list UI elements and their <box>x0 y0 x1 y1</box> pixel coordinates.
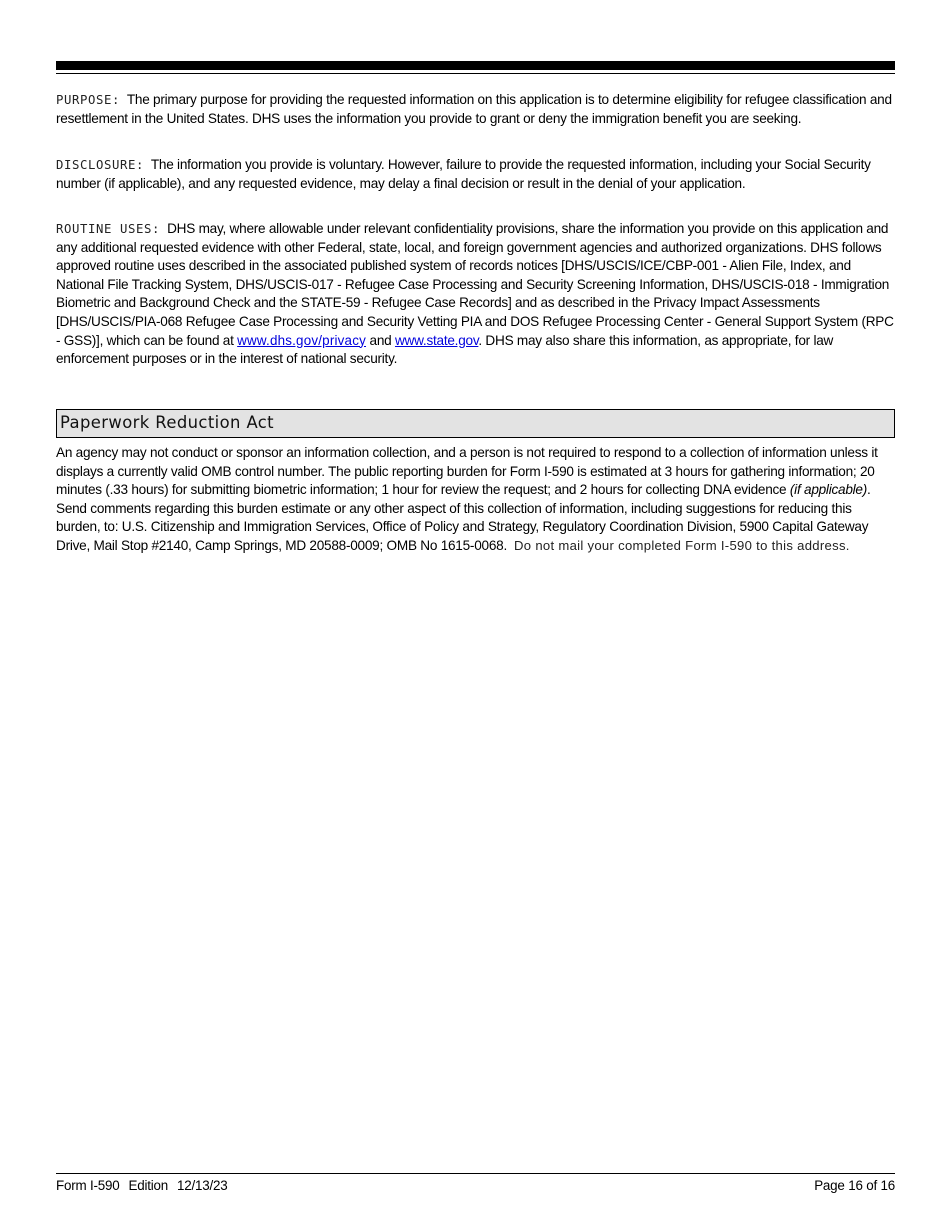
paperwork-paragraph <box>56 444 895 556</box>
paperwork-closing: Do not mail your completed Form I-590 to this address. <box>514 537 850 553</box>
state-gov-link[interactable]: www.state.gov <box>394 332 479 348</box>
paperwork-text: An agency may not conduct or sponsor an information collection, and a person is not required to respond to a collection of information unless it displays a currently valid OMB control number. The public reporting burden for Form I-590 is estimated at 3 hours for gathering information; 20 minutes (.33 hours) for submitting biometric information; 1 hour for review the request; and 2 hours for collecting DNA evidence <box>56 445 878 498</box>
purpose-text: The primary purpose for providing the requested information on this application is to determine eligibility for refugee classification and resettlement in the United States. DHS uses the information you provide to grant or deny the immigration benefit you are seeking. <box>56 92 892 126</box>
routine-uses-text: DHS may, where allowable under relevant confidentiality provisions, share the information you provide on this application and any additional requested evidence with other Federal, state, local, and foreign government agencies and authorized organizations. DHS follows approved routine uses described in the associated published system of records notices [DHS/USCIS/ICE/CBP-001 - Alien File, Index, and National File Tracking System, DHS/USCIS-017 - Refugee Case Processing and Security Screening Information, DHS/USCIS-018 - Immigration Biometric and Background Check and the STATE-59 - Refugee Case Records] and as described in the Privacy Impact Assessments [DHS/USCIS/PIA-068 Refugee Case Processing and Security Vetting PIA and DOS Refugee Processing Center - General Support System (RPC - GSS)], which can be found at <box>56 221 894 348</box>
footer-form-name: Form I-590 <box>56 1178 120 1193</box>
routine-uses-label: ROUTINE USES: <box>56 222 161 236</box>
dhs-privacy-link[interactable]: www.dhs.gov/privacy <box>237 332 366 348</box>
footer-form-info <box>56 1178 228 1193</box>
disclosure-label: DISCLOSURE: <box>56 158 145 172</box>
section-title: Paperwork Reduction Act <box>60 413 275 432</box>
paperwork-text-continued: . Send comments regarding this burden estimate or any other aspect of this collection of information, including suggestions for reducing this burden, to: U.S. Citizenship and Immigration Services, Office of Policy and Strategy, Regulatory Coordination Division, 5900 Capital Gateway Drive, Mail Stop #2140, Camp Springs, MD 20588-0009; OMB No 1615-0068. <box>56 482 871 553</box>
purpose-label: PURPOSE: <box>56 93 121 107</box>
routine-uses-paragraph <box>56 220 895 369</box>
footer-page-number: Page 16 of 16 <box>814 1178 895 1193</box>
footer-edition-date: 12/13/23 <box>177 1178 228 1193</box>
disclosure-text: The information you provide is voluntary. However, failure to provide the requested information, including your Social Security number (if applicable), and any requested evidence, may delay a final decision or result in the denial of your application. <box>56 157 871 191</box>
paperwork-italic: (if applicable) <box>789 482 868 498</box>
purpose-paragraph <box>56 91 895 128</box>
disclosure-paragraph <box>56 156 895 193</box>
paperwork-section-header <box>56 409 895 438</box>
and-text: and <box>369 332 392 348</box>
header-rule-thin <box>56 73 895 74</box>
header-rule-thick <box>56 61 895 70</box>
footer-rule <box>56 1173 895 1174</box>
footer-edition-label: Edition <box>128 1178 169 1193</box>
routine-uses-closing-text: . DHS may also share this information, as appropriate, for law enforcement purposes or in the interest of national security. <box>56 332 834 367</box>
